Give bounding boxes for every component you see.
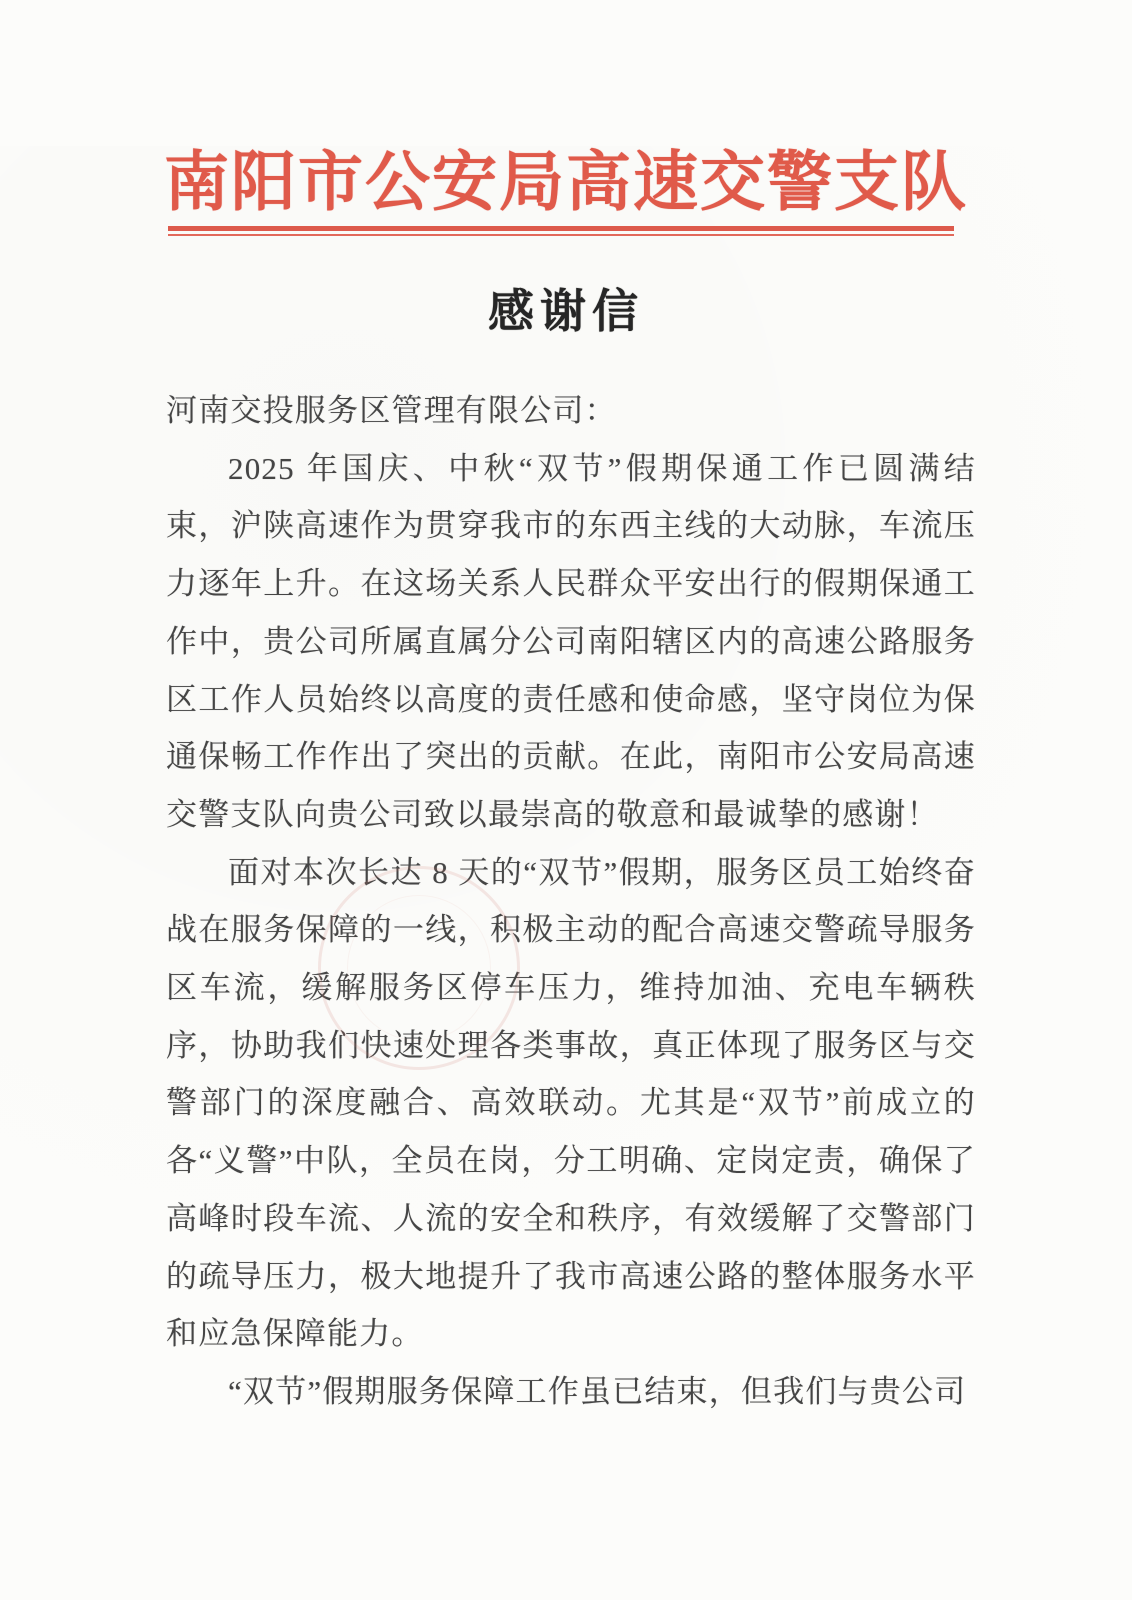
salutation: 河南交投服务区管理有限公司： <box>166 393 617 428</box>
letter-title: 感谢信 <box>488 285 644 337</box>
letterhead-title: 南阳市公安局高速交警支队 <box>163 147 968 219</box>
letter-page <box>0 146 1132 1600</box>
letterhead-rule-thin <box>168 234 954 236</box>
body-paragraph: “双节”假期服务保障工作虽已结束，但我们与贵公司 <box>228 1373 967 1409</box>
body-paragraph: 面对本次长达 8 天的“双节”假期，服务区员工始终奋战在服务保障的一线，积极主动的配合高速交警疏导服务区车流，缓解服务区停车压力，维持加油、充电车辆秩序，协助我们快速处理各类事故，真正体现了服务区与交警部门的深度融合、高效联动。尤其是“双节”前成立的各“义警”中队，全员在岗，分工明确、定岗定责，确保了高峰时段车流、人流的安全和秩序，有效缓解了交警部门的疏导压力，极大地提升了我市高速公路的整体服务水平和应急保障能力。 <box>166 854 976 1352</box>
letterhead-rule-thick <box>168 226 954 231</box>
body-paragraph: 2025 年国庆、中秋“双节”假期保通工作已圆满结束，沪陕高速作为贯穿我市的东西主线的大动脉，车流压力逐年上升。在这场关系人民群众平安出行的假期保通工作中，贵公司所属直属分公司南阳辖区内的高速公路服务区工作人员始终以高度的责任感和使命感，坚守岗位为保通保畅工作作出了突出的贡献。在此，南阳市公安局高速交警支队向贵公司致以最崇高的敬意和最诚挚的感谢！ <box>166 450 976 832</box>
letterhead-divider <box>168 226 954 236</box>
letter-body <box>166 382 976 1421</box>
